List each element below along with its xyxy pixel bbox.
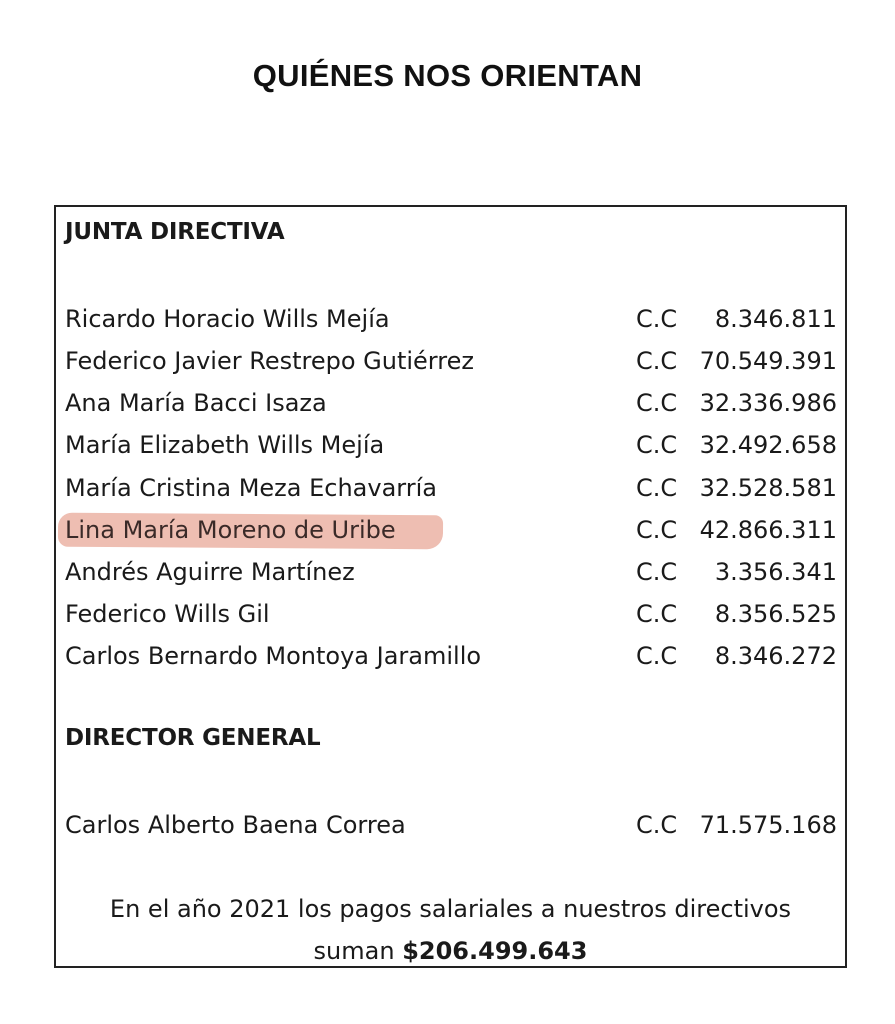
id-number: 71.575.168	[699, 811, 837, 839]
director-row	[56, 805, 845, 845]
id-type: C.C	[636, 516, 678, 544]
directors-box	[54, 205, 847, 968]
board-heading: JUNTA DIRECTIVA	[65, 219, 285, 245]
id-type: C.C	[636, 642, 678, 670]
member-name: María Cristina Meza Echavarría	[65, 474, 437, 502]
id-number: 3.356.341	[714, 558, 837, 586]
board-member-row	[56, 299, 845, 339]
id-number: 8.346.272	[714, 642, 837, 670]
member-name: Ana María Bacci Isaza	[65, 389, 327, 417]
id-type: C.C	[636, 811, 678, 839]
id-type: C.C	[636, 347, 678, 375]
salary-total-amount: $206.499.643	[402, 937, 588, 965]
id-number: 32.528.581	[699, 474, 837, 502]
member-name: Ricardo Horacio Wills Mejía	[65, 305, 390, 333]
member-name: Carlos Bernardo Montoya Jaramillo	[65, 642, 482, 670]
member-name: Federico Wills Gil	[65, 600, 270, 628]
member-name: María Elizabeth Wills Mejía	[65, 431, 385, 459]
id-number: 42.866.311	[699, 516, 837, 544]
id-type: C.C	[636, 389, 678, 417]
member-name: Lina María Moreno de Uribe	[65, 516, 396, 544]
id-type: C.C	[636, 600, 678, 628]
id-number: 32.492.658	[699, 431, 837, 459]
id-number: 8.356.525	[714, 600, 837, 628]
salary-note-prefix: suman	[313, 937, 395, 965]
id-type: C.C	[636, 474, 678, 502]
board-member-row	[56, 383, 845, 423]
salary-note-line2	[56, 930, 845, 972]
id-number: 32.336.986	[699, 389, 837, 417]
id-type: C.C	[636, 431, 678, 459]
member-name: Andrés Aguirre Martínez	[65, 558, 355, 586]
board-member-row	[56, 636, 845, 676]
salary-note-line1: En el año 2021 los pagos salariales a nuestros directivos	[109, 895, 792, 923]
id-type: C.C	[636, 305, 678, 333]
page-title: QUIÉNES NOS ORIENTAN	[252, 58, 643, 93]
director-heading: DIRECTOR GENERAL	[65, 725, 321, 751]
board-member-row-highlighted	[56, 510, 845, 550]
id-type: C.C	[636, 558, 678, 586]
board-member-row	[56, 552, 845, 592]
director-name: Carlos Alberto Baena Correa	[65, 811, 406, 839]
id-number: 8.346.811	[714, 305, 837, 333]
board-member-row	[56, 468, 845, 508]
id-number: 70.549.391	[699, 347, 837, 375]
board-member-row	[56, 425, 845, 465]
board-member-row	[56, 594, 845, 634]
board-member-row	[56, 341, 845, 381]
salary-note	[56, 888, 845, 972]
member-name: Federico Javier Restrepo Gutiérrez	[65, 347, 474, 375]
